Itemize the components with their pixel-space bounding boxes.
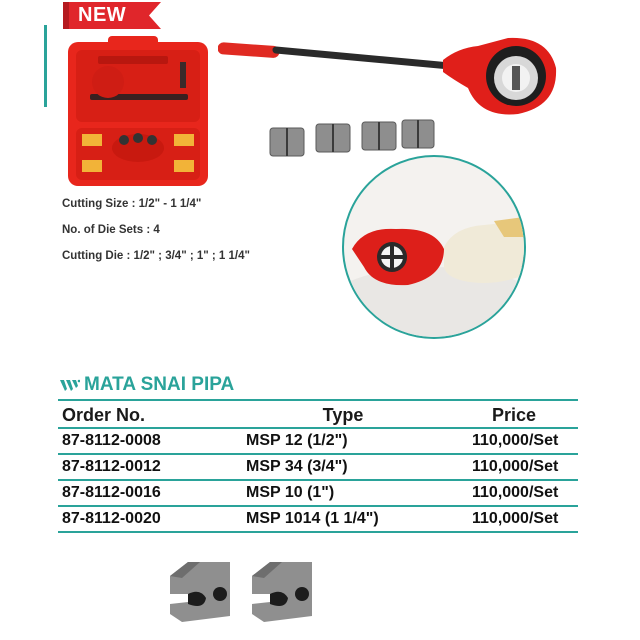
accent-bar <box>44 25 47 107</box>
spec-die-sets: No. of Die Sets : 4 <box>62 224 160 236</box>
header-type: Type <box>322 404 364 425</box>
table-row <box>58 506 578 532</box>
new-badge <box>63 2 161 29</box>
cell-type: MSP 12 (1/2") <box>246 432 348 449</box>
brand-w-icon <box>60 378 80 392</box>
price-table <box>58 399 578 533</box>
cell-price: 110,000/Set <box>472 458 559 475</box>
table-row <box>58 454 578 480</box>
section-title: MATA SNAI PIPA <box>84 374 235 395</box>
header-order-no: Order No. <box>62 404 146 425</box>
spec-cutting-size: Cutting Size : 1/2" - 1 1/4" <box>62 198 202 210</box>
cell-type: MSP 10 (1") <box>246 484 335 501</box>
spec-list <box>62 198 250 276</box>
pipe-threader-ratchet-image <box>218 28 563 118</box>
gloved-hand-usage-image <box>342 155 526 339</box>
cell-order-no: 87-8112-0020 <box>62 510 161 527</box>
cell-price: 110,000/Set <box>472 432 559 449</box>
section-header <box>60 374 234 396</box>
spec-cutting-die: Cutting Die : 1/2" ; 3/4" ; 1" ; 1 1/4" <box>62 250 250 262</box>
die-blocks-image <box>160 548 320 628</box>
cell-type: MSP 34 (3/4") <box>246 458 348 475</box>
die-heads-image <box>268 118 438 163</box>
cell-order-no: 87-8112-0008 <box>62 432 161 449</box>
cell-price: 110,000/Set <box>472 510 559 527</box>
table-row <box>58 428 578 454</box>
new-badge-label: NEW <box>78 4 127 26</box>
cell-order-no: 87-8112-0012 <box>62 458 161 475</box>
table-header-row <box>58 400 578 428</box>
cell-price: 110,000/Set <box>472 484 559 501</box>
header-price: Price <box>491 404 537 425</box>
red-carry-case-image <box>68 36 208 186</box>
table-row <box>58 480 578 506</box>
cell-type: MSP 1014 (1 1/4") <box>246 510 379 527</box>
cell-order-no: 87-8112-0016 <box>62 484 161 501</box>
